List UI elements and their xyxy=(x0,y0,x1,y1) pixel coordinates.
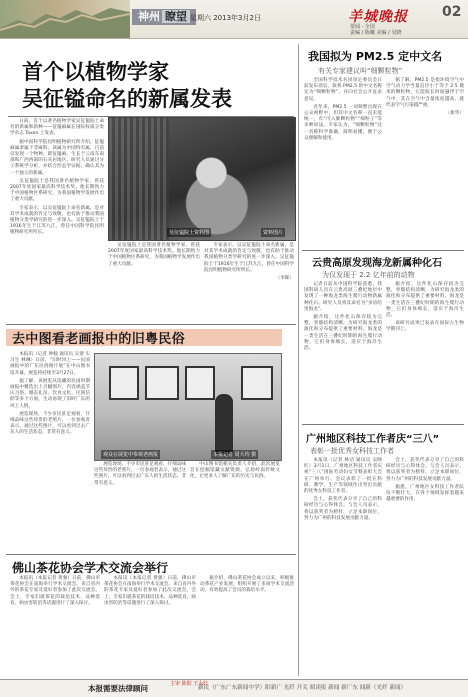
gz-paragraph: 据悉，广州地区女科技工作者队伍不断壮大，在各个领域发挥着越来越重要的作用。 xyxy=(386,484,464,503)
fossil-paragraph: 记者日前从中国科学院获悉，我国科研人员在云贵高原三叠纪地层中发现了一种海龙类海生爬行动物新属种化石。研究人员将其命名为“多齿哈里海龙”。 xyxy=(304,282,382,312)
footer-bar xyxy=(0,679,468,697)
bookshelf-image xyxy=(109,118,169,240)
pm25-subheadline: 有关专家建议叫“细颗粒物” xyxy=(318,67,403,75)
foshan-paragraph: 据介绍，佛山茶花协会成立以来，积极推动茶花产业发展，组织开展了多项学术交流活动，有效提高了会员的栽培水平。 xyxy=(200,576,294,594)
lead-paragraph: 吴征镒院士是我国著名植物学家，曾获2007年度国家最高科学技术奖。他长期致力于中国植物区系研究，为我国植物学发展作出了重大贡献。 xyxy=(108,243,200,267)
lead-headline-line1: 首个以植物学家 xyxy=(22,59,169,84)
divider xyxy=(6,554,296,555)
picture-frame xyxy=(185,366,215,400)
old-newspaper-body-col2 xyxy=(94,462,186,552)
gz-paragraph: 会上，获奖代表分享了自己的科研经历与心得体会。与会人员表示，将以获奖者为榜样，立足本职岗位，努力为广州的科技发展贡献力量。 xyxy=(386,458,464,482)
picture-frame xyxy=(109,366,139,400)
fossil-headline: 云贵高原发现海龙新属种化石 xyxy=(312,258,442,269)
lead-body-col1 xyxy=(10,119,104,275)
pm25-headline: 我国拟为 PM2.5 定中文名 xyxy=(308,50,443,63)
issue-date: 星期六 2013年3月2日 xyxy=(190,14,261,22)
gz-body-col2 xyxy=(386,458,464,674)
header-meta-line2: 责编 / 陈曦 美编 / 吴晓 xyxy=(350,30,402,36)
foshan-body-col3 xyxy=(200,576,294,676)
gz-paragraph: 本报讯（记者 林洁 通讯员 吴映红）3月1日，广州地区科技工作者庆祝“三八”国际劳动妇女节暨表彰大会在广州举行。会议表彰了一批在科研、教学、生产等领域作出突出贡献的优秀女科技工作者。 xyxy=(304,458,382,495)
pm25-paragraph: 据了解，PM2.5 是指环境空气中空气动力学当量直径小于等于 2.5 微米的颗粒物，它能较长时间悬浮于空气中，其在空气中含量浓度越高，就代表空气污染越严重。 xyxy=(386,78,464,108)
portrait-photo xyxy=(108,117,296,241)
gz-subheadline: 表彰一批优秀女科技工作者 xyxy=(310,447,394,455)
masthead xyxy=(0,0,468,39)
pm25-paragraph: 全国科学技术名词审定委员会日前发布消息，拟将 PM2.5 的中文名称定为“细颗粒物”，并向社会公开征求意见。 xyxy=(304,78,382,102)
lead-headline xyxy=(22,58,232,112)
fossil-paragraph: 据介绍，这件化石保存较为完整，骨骼结构清晰，为研究海龙类的演化和分布提供了重要材料。海龙是一类生活在三叠纪时期的海生爬行动物，它们身体细长，适应于海洋生活。 xyxy=(304,315,382,352)
old-newspaper-paragraph: 展览现场，不少市民驻足观看，仔细品味这些珍贵的老照片。一位参观者表示，通过这些图片，可以看到过去广东人的生活状态，非常有意义。 xyxy=(94,462,186,486)
visitor-figure xyxy=(215,394,233,454)
fossil-subheadline: 为仅发现于 2.2 亿年前的动物 xyxy=(322,271,415,279)
lead-author: （李晖） xyxy=(275,276,294,282)
lead-paragraph: 日前，首个以著名植物学家吴征镒院士命名的新属和新种——征镒麻属在国际权威分类学杂志 Taxon 上发表。 xyxy=(10,119,104,137)
column-divider xyxy=(298,44,299,676)
old-newspaper-body-col1 xyxy=(10,352,90,552)
picture-frame xyxy=(241,366,273,400)
section-label-b: 瞭望 xyxy=(162,10,190,23)
foshan-body-col1 xyxy=(10,576,100,676)
lead-paragraph: 专家表示，以吴征镒院士命名新属，是对其学术成就的肯定与致敬，也有助于推动我国植物分类学研究的进一步深入。吴征镒院士于1916年生于江苏九江，曾任中国科学院昆明植物研究所所长。 xyxy=(204,243,294,273)
header-meta xyxy=(350,24,401,36)
old-newspaper-paragraph: 据了解，该展览从馆藏的民国时期画报中精选出上百幅图片，内容涵盖节庆习俗、婚丧礼仪、饮食文化、民间信仰等多个方面，生动再现了旧时广东的风土人情。 xyxy=(10,378,90,409)
old-newspaper-paragraph: 展览现场，不少市民驻足观看，仔细品味这些珍贵的老照片。一位参观者表示，通过这些图片，可以看到过去广东人的生活状态，非常有意义。 xyxy=(10,411,90,436)
lead-paragraph: 吴征镒院士是我国著名植物学家，曾获2007年度国家最高科学技术奖。他长期致力于中国植物区系研究，为我国植物学发展作出了重大贡献。 xyxy=(10,178,104,203)
divider xyxy=(6,324,296,325)
foshan-headline: 佛山茶花协会学术交流会举行 xyxy=(12,561,169,575)
footer-slogan: 本报需要法律顾问 xyxy=(88,684,148,693)
pm25-body-col1 xyxy=(304,78,382,248)
great-wall-banner-image xyxy=(0,0,130,38)
fossil-paragraph: 该研究成果已发表在国际古生物学期刊上。 xyxy=(386,321,464,333)
gz-headline: 广州地区科技工作者庆“三八” xyxy=(306,434,440,445)
section-label xyxy=(132,9,196,25)
fossil-body-col1 xyxy=(304,282,382,422)
brand-logo: 羊城晚报 xyxy=(348,9,408,25)
photo-credit: 资料图片 xyxy=(263,230,284,236)
old-newspaper-headline: 去中图看老画报中的旧粤民俗 xyxy=(12,332,185,347)
lead-headline-line2: 吴征镒命名的新属发表 xyxy=(22,86,232,111)
gz-paragraph: 会上，获奖代表分享了自己的科研经历与心得体会。与会人员表示，将以获奖者为榜样，立足本职岗位，努力为广州的科技发展贡献力量。 xyxy=(304,497,382,521)
divider xyxy=(302,250,464,251)
picture-frame xyxy=(145,366,179,400)
fossil-body-col2 xyxy=(386,282,464,422)
lead-paragraph: 专家表示，以吴征镒院士命名新属，是对其学术成就的肯定与致敬，也有助于推动我国植物分类学研究的进一步深入。吴征镒院士于1916年生于江苏九江，曾任中国科学院昆明植物研究所所长。 xyxy=(10,205,104,236)
fossil-paragraph: 据介绍，这件化石保存较为完整，骨骼结构清晰，为研究海龙类的演化和分布提供了重要材料。海龙是一类生活在三叠纪时期的海生爬行动物，它们身体细长，适应于海洋生活。 xyxy=(386,282,464,319)
exhibition-credit: 本报记者 周大均 摄 xyxy=(213,452,257,458)
pm25-body-col2 xyxy=(386,78,464,248)
photo-caption: 吴征镒院士资料图 xyxy=(169,230,210,236)
old-newspaper-paragraph: 中山图书馆相关负责人介绍，此次展览旨在挖掘馆藏文献资源，弘扬岭南传统文化，让更多人了解广东的历史与民俗。 xyxy=(190,462,280,480)
gz-body-col1 xyxy=(304,458,382,674)
foshan-paragraph: 本报讯（本报记者 黄强）日前，佛山市茶花协会在南海举行学术交流会。来自省内外的茶花专家及爱好者参加了此次交流会。会上，专家们就茶花的栽培技术、品种选育、病虫害防治等话题进行了深入探讨。 xyxy=(104,576,196,606)
divider xyxy=(302,424,464,425)
lead-body-col3 xyxy=(204,243,294,282)
footer-editors: 主审 陈阳 王永红 xyxy=(170,681,209,687)
footer-text: 新民（广东广东新闻中学）阳新广 光纤 开关 阅读报 新闻 新广东 闻新（光纤 新闻） xyxy=(198,685,407,691)
exhibition-photo xyxy=(94,353,282,461)
old-newspaper-paragraph: 本报讯（记者 钟翰 通讯员 吴倩 实习生 林琳）日前，“旧时风土——民国画报中的广东民俗图片展”在中山图书馆开幕。展览将持续至3月27日。 xyxy=(10,352,90,376)
lead-body-col2 xyxy=(108,243,200,277)
header-meta-line1: 要闻 · 全国 xyxy=(350,24,375,30)
foshan-body-col2 xyxy=(104,576,196,676)
old-newspaper-body-col3 xyxy=(190,462,280,552)
page-number: 02 xyxy=(442,4,462,20)
exhibition-caption: 观众在展览中参观老画报 xyxy=(103,452,159,458)
pm25-paragraph: 近年来，PM2.5 一词频繁出现在公众视野中，但其中文名称一直未能统一，有“可入肺颗粒物”“细粒子”等多种说法。专家认为，“细颗粒物”这一名称科学准确、简明易懂，便于公众理解和使用。 xyxy=(304,104,382,141)
foshan-paragraph: 本报讯（本报记者 黄强）日前，佛山市茶花协会在南海举行学术交流会。来自省内外的茶花专家及爱好者参加了此次交流会。会上，专家们就茶花的栽培技术、品种选育、病虫害防治等话题进行了深入探讨。 xyxy=(10,576,100,606)
lead-paragraph: 据中国科学院昆明植物研究所介绍，征镒麻属隶属于荨麻科，该属为中国特有属，目前仅发现一个物种，即征镒麻，生长于云南东南部和广西西部的石灰岩地区。研究人员通过分子系统学分析，并结合形态学证据，确认其为一个独立的新属。 xyxy=(10,139,104,176)
pm25-author: （新华） xyxy=(445,111,464,117)
section-label-a: 神州 xyxy=(138,10,160,23)
